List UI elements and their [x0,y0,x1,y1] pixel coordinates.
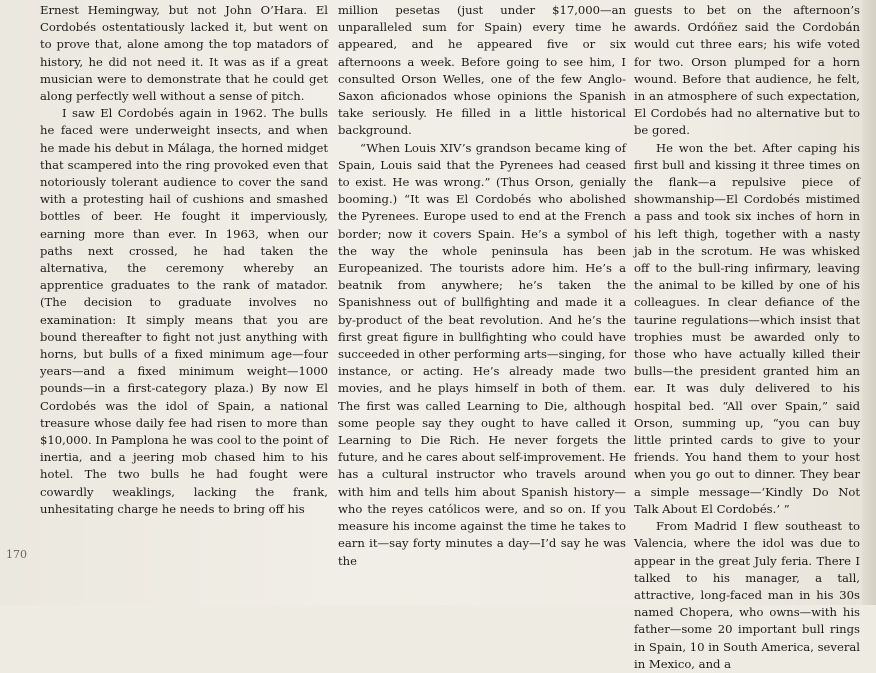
paragraph: “When Louis XIV’s grandson became king of Spain, Louis said that the Pyrenees had ceased to exist. He was wrong.” (Thus Orson, genially booming.) “It was El Cordobés who abolished the Pyrenees. Europe used to end at the French border; now it covers Spain. He’s a symbol of the way the whole peninsula has been Europeanized. The tourists adore him. He’s a beatnik from anywhere; he’s taken the Spanishness out of bullfighting and made it a by-product of the beat revolution. And he’s the first great figure in bullfighting who could have succeeded in other performing arts—singing, for instance, or acting. He’s already made two movies, and he plays himself in both of them. The first was called Learning to Die, although some people say they ought to have called it Learning to Die Rich. He never forgets the future, and he cares about self-improvement. He has a cultural instructor who travels around with him and tells him about Spanish history—who the reyes católicos were, and so on. If you measure his income against the time he takes to earn it—say forty minutes a day—I’d say he was the [338,140,626,568]
text-column-right [634,2,860,673]
page-number: 170 [6,548,27,561]
paragraph: guests to bet on the afternoon’s awards. Ordóñez said the Cordobán would cut three ears; his wife voted for two. Orson plumped for a horn wound. Before that audience, he felt, in an atmosphere of such expectation, El Cordobés had no alternative but to be gored. [634,3,860,138]
paragraph: I saw El Cordobés again in 1962. The bulls he faced were underweight insects, and when he made his debut in Málaga, the horned midget that scampered into the ring provoked even that notoriously tolerant audience to cover the sand with a protesting hail of cushions and smashed bottles of beer. He fought it imperviously, earning more than ever. In 1963, when our paths next crossed, he had taken the alternativa, the ceremony whereby an apprentice graduates to the rank of matador. (The decision to graduate involves no examination: It simply means that you are bound thereafter to fight not just anything with horns, but bulls of a fixed minimum age—four years—and a fixed minimum weight—1000 pounds—in a first-category plaza.) By now El Cordobés was the idol of Spain, a national treasure whose daily fee had risen to more than $10,000. In Pamplona he was cool to the point of inertia, and a jeering mob chased him to his hotel. The two bulls he had fought were cowardly weaklings, lacking the frank, unhesitating charge he needs to bring off his [40,106,328,516]
paragraph: From Madrid I flew southeast to Valencia, where the idol was due to appear in the great July feria. There I talked to his manager, a tall, attractive, long-faced man in his 30s named Chopera, who owns—with his father—some 20 important bull rings in Spain, 10 in South America, several in Mexico, and a [634,519,860,671]
paragraph: million pesetas (just under $17,000—an unparalleled sum for Spain) every time he appeared, and he appeared five or six afternoons a week. Before going to see him, I consulted Orson Welles, one of the few Anglo-Saxon aficionados whose opinions the Spanish take seriously. He filled in a little historical background. [338,3,626,138]
paragraph: Ernest Hemingway, but not John O’Hara. El Cordobés ostentatiously lacked it, but went on to prove that, alone among the top matadors of history, he did not need it. It was as if a great musician were to demonstrate that he could get along perfectly well without a sense of pitch. [40,3,328,104]
paragraph: He won the bet. After caping his first bull and kissing it three times on the flank—a repulsive piece of showmanship—El Cordobés mistimed a pass and took six inches of horn in his left thigh, together with a nasty jab in the scrotum. He was whisked off to the bull-ring infirmary, leaving the animal to be killed by one of his colleagues. In clear defiance of the taurine regulations—which insist that trophies must be awarded only to those who have actually killed their bulls—the president granted him an ear. It was duly delivered to his hospital bed. “All over Spain,” said Orson, summing up, “you can buy little printed cards to give to your friends. You hand them to your host when you go out to dinner. They bear a simple message—‘Kindly Do Not Talk About El Cordobés.’ ” [634,140,860,516]
page-edge [862,0,876,605]
text-column-left [40,2,328,518]
text-column-middle [338,2,626,570]
